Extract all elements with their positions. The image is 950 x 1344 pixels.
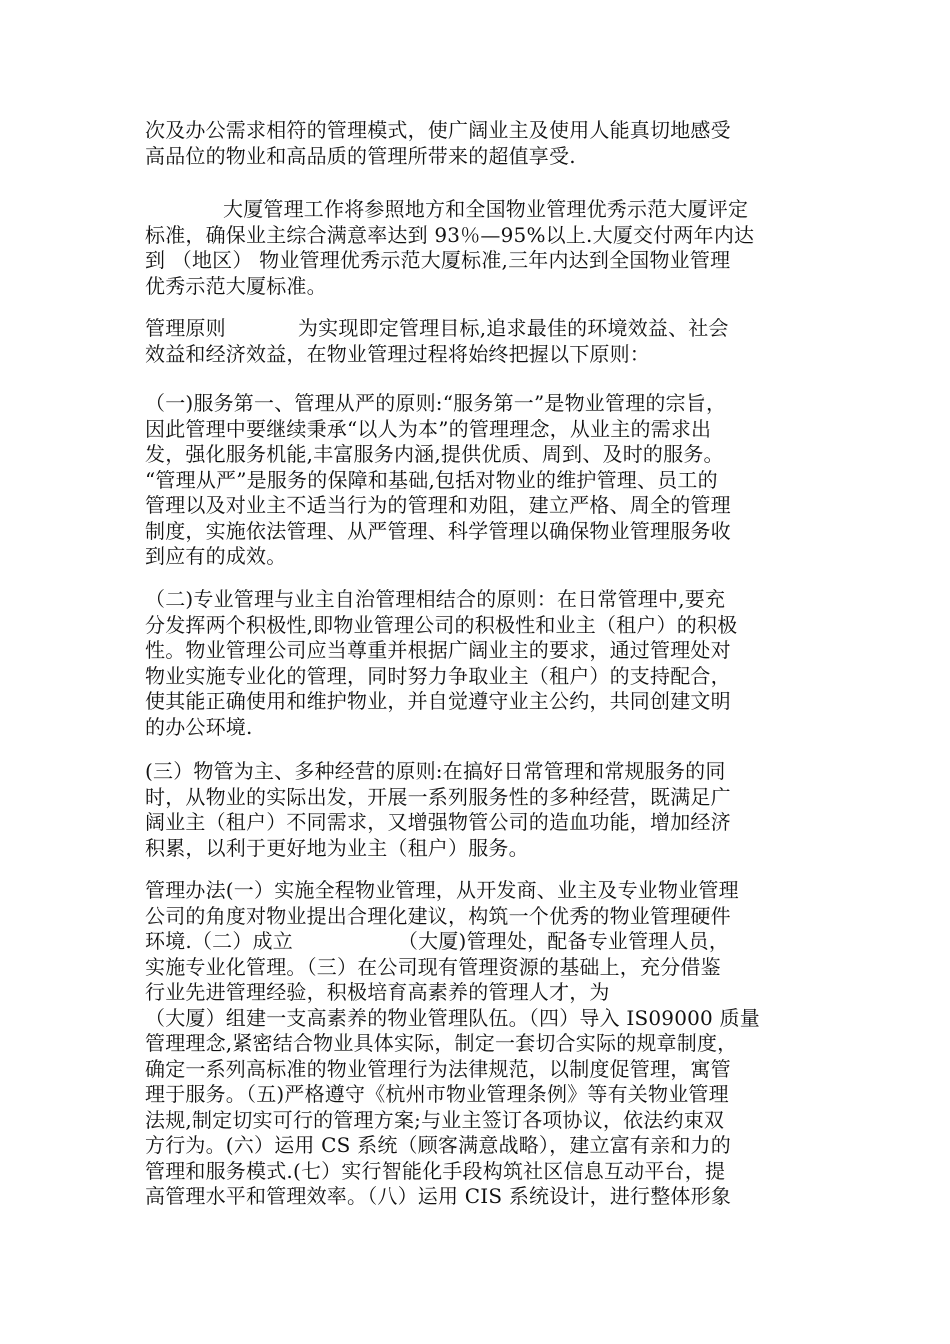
text-line: 发，强化服务机能,丰富服务内涵,提供优质、周到、及时的服务。 — [145, 442, 724, 466]
text-line: 阔业主（租户）不同需求，又增强物管公司的造血功能，增加经济 — [145, 810, 731, 834]
text-line: 行业先进管理经验，积极培育高素养的管理人才，为 — [145, 980, 610, 1004]
text-line: （一)服务第一、管理从严的原则:“服务第一”是物业管理的宗旨， — [145, 391, 727, 415]
text-line: 高管理水平和管理效率。（八）运用 CIS 系统设计，进行整体形象 — [145, 1184, 732, 1208]
text-line: 管理办法(一）实施全程物业管理，从开发商、业主及专业物业管理 — [145, 878, 739, 902]
text-line: 实施专业化管理。（三）在公司现有管理资源的基础上，充分借鉴 — [145, 954, 721, 979]
text-line: 分发挥两个积极性,即物业管理公司的积极性和业主（租户）的积极 — [145, 612, 738, 637]
text-line: 大厦管理工作将参照地方和全国物业管理优秀示范大厦评定 — [223, 197, 749, 221]
paragraph-management-methods — [145, 878, 810, 1210]
text-line: 积累，以利于更好地为业主（租户）服务。 — [145, 835, 529, 860]
text-line: 确定一系列高标准的物业管理行为法律规范，以制度促管理，寓管 — [145, 1056, 731, 1081]
text-line: 管理和服务模式.(七）实行智能化手段构筑社区信息互动平台，提 — [145, 1158, 726, 1183]
text-line: 公司的角度对物业提出合理化建议，构筑一个优秀的物业管理硬件 — [145, 903, 731, 928]
text-line: 理于服务。（五)严格遵守《杭州市物业管理条例》等有关物业管理 — [145, 1082, 729, 1106]
paragraph-intro-continuation — [145, 118, 810, 169]
text-line: 标准，确保业主综合满意率达到 93％—95%以上.大厦交付两年内达 — [145, 222, 755, 247]
text-line: 时，从物业的实际出发，开展一系列服务性的多种经营，既满足广 — [145, 784, 731, 809]
text-line: 物业实施专业化的管理，同时努力争取业主（租户）的支持配合， — [145, 663, 731, 688]
paragraph-management-goal — [145, 197, 810, 299]
text-line: 因此管理中要继续秉承“以人为本”的管理理念，从业主的需求出 — [145, 416, 712, 441]
text-line: 到 （地区） 物业管理优秀示范大厦标准,三年内达到全国物业管理 — [145, 248, 731, 272]
paragraph-principle-one — [145, 391, 810, 570]
text-line: 管理理念,紧密结合物业具体实际，制定一套切合实际的规章制度， — [145, 1031, 738, 1055]
text-line: “管理从严”是服务的保障和基础,包括对物业的维护管理、员工的 — [145, 467, 718, 492]
text-line: (三）物管为主、多种经营的原则:在搞好日常管理和常规服务的同 — [145, 759, 726, 783]
text-line: 法规,制定切实可行的管理方案;与业主签订各项协议，依法约束双 — [145, 1107, 725, 1132]
text-line: 使其能正确使用和维护物业，并自觉遵守业主公约，共同创建文明 — [145, 689, 731, 713]
text-line: 管理以及对业主不适当行为的管理和劝阻，建立严格、周全的管理 — [145, 493, 731, 517]
text-line: 效益和经济效益，在物业管理过程将始终把握以下原则： — [145, 341, 650, 366]
paragraph-management-principles — [145, 316, 810, 367]
text-line: 的办公环境. — [145, 714, 253, 739]
text-line: 优秀示范大厦标准。 — [145, 273, 327, 298]
paragraph-principle-two — [145, 587, 810, 740]
text-line: 方行为。(六）运用 CS 系统（顾客满意战略），建立富有亲和力的 — [145, 1133, 731, 1157]
paragraph-principle-three — [145, 759, 810, 861]
text-line: 性。物业管理公司应当尊重并根据广阔业主的要求，通过管理处对 — [145, 638, 731, 662]
text-line: 环境.（二）成立 （大厦)管理处，配备专业管理人员， — [145, 929, 730, 953]
text-line: 次及办公需求相符的管理模式，使广阔业主及使用人能真切地感受 — [145, 118, 731, 142]
text-line: 管理原则 为实现即定管理目标,追求最佳的环境效益、社会 — [145, 316, 729, 340]
text-line: （二)专业管理与业主自治管理相结合的原则：在日常管理中,要充 — [145, 587, 726, 611]
text-line: 制度，实施依法管理、从严管理、科学管理以确保物业管理服务收 — [145, 518, 731, 543]
text-line: 高品位的物业和高品质的管理所带来的超值享受. — [145, 143, 576, 168]
text-line: 到应有的成效。 — [145, 544, 287, 568]
text-line: （大厦）组建一支高素养的物业管理队伍。（四）导入 IS09000 质量 — [145, 1005, 760, 1030]
